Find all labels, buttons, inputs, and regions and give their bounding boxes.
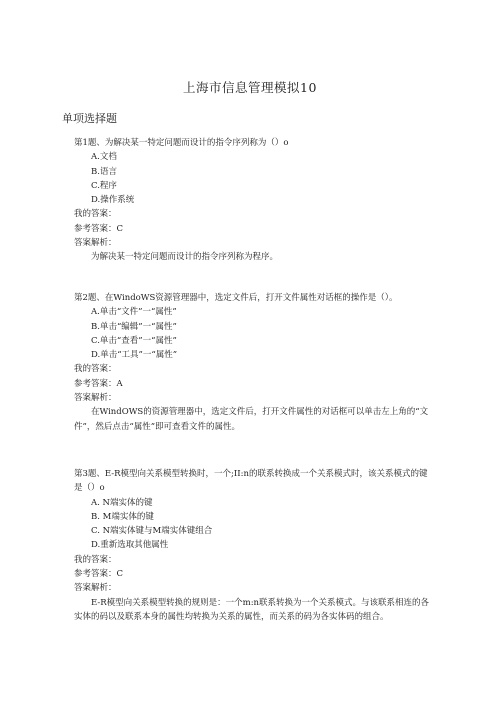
section-heading: 单项选择题 xyxy=(62,112,117,125)
my-answer-label: 我的答案： xyxy=(74,554,117,565)
reference-answer-value: C xyxy=(116,569,124,580)
explanation-text: E-R模型向关系模型转换的规则是：一个m:n联系转换为一个关系模式。与该联系相连的各实体的码以及联系本身的属性均转换为关系的属性，而关系的码为各实体码的组合。 xyxy=(74,597,430,622)
option-a: A. N端实体的键 xyxy=(91,497,153,508)
question-stem: 第1题、为解决某一特定问题而设计的指令序列称为（）o xyxy=(74,138,289,148)
option-c: C.程序 xyxy=(91,180,117,191)
option-a: A.单击“文件”一“属性” xyxy=(91,307,177,318)
option-d: D.单击“工具”一“属性” xyxy=(91,350,178,361)
option-c: C. N端实体键与M端实体键组合 xyxy=(91,526,213,537)
option-c: C.单击“查看”一“属性” xyxy=(91,335,177,346)
question-3 xyxy=(74,467,434,624)
option-d: D.操作系统 xyxy=(91,195,135,206)
explanation-text: 在WindOWS的资源管理器中，选定文件后，打开文件属性的对话框可以单击左上角的“文件”，然后点击“属性”即可查看文件的属性。 xyxy=(74,407,429,432)
option-d: D.重新选取其他属性 xyxy=(91,540,169,551)
question-stem: 第3题、E-R模型向关系模型转换时，一个;II:n的联系转换成一个关系模式时，该关系模式的键是（）o xyxy=(74,469,428,494)
explanation-label: 答案解析： xyxy=(74,393,117,404)
explanation-label: 答案解析： xyxy=(74,583,117,594)
reference-answer: 参考答案：C xyxy=(74,569,124,580)
option-b: B.单击“编辑”一“属性” xyxy=(91,321,177,332)
option-a: A.文档 xyxy=(91,152,117,163)
option-b: B. M端实体的键 xyxy=(91,511,154,522)
explanation-label: 答案解析： xyxy=(74,238,117,249)
explanation-text: 为解决某一特定问题而设计的指令序列称为程序。 xyxy=(91,252,279,263)
my-answer-label: 我的答案： xyxy=(74,364,117,375)
page-title: 上海市信息管理模拟10 xyxy=(183,80,317,95)
reference-answer: 参考答案：C xyxy=(74,223,124,234)
reference-answer: 参考答案：A xyxy=(74,378,123,389)
reference-answer-value: A xyxy=(116,378,123,389)
option-b: B.语言 xyxy=(91,166,117,177)
question-stem: 第2题、在WindoWS资源管理器中，选定文件后，打开文件属性对话框的操作是（）。 xyxy=(74,293,398,303)
question-1 xyxy=(74,136,434,265)
reference-answer-value: C xyxy=(116,223,124,234)
question-2 xyxy=(74,291,434,434)
my-answer-label: 我的答案： xyxy=(74,209,117,220)
